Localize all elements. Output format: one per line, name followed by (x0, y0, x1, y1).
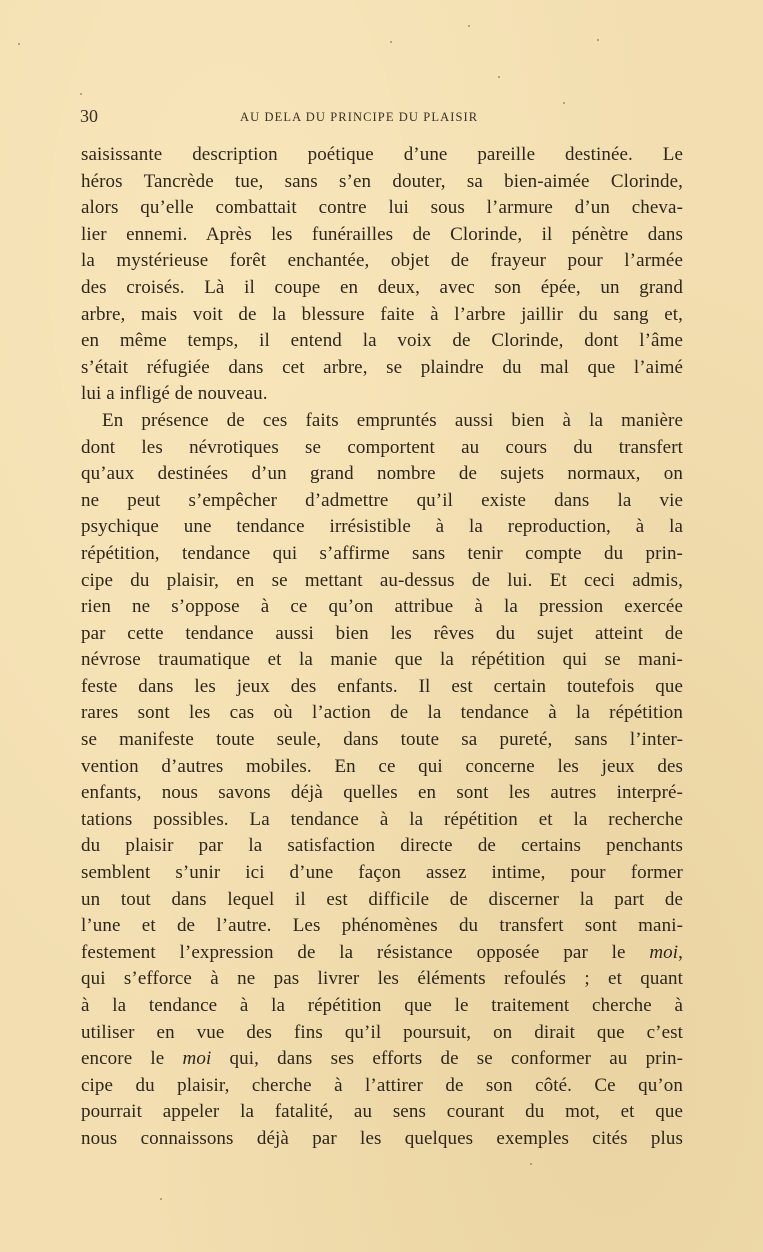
text-line: enfants, nous savons déjà quelles en sont les autres interpré- (81, 782, 683, 804)
text-line: s’était réfugiée dans cet arbre, se plaindre du mal que l’aimé (81, 356, 683, 378)
text-line: alors qu’elle combattait contre lui sous l’armure d’un cheva- (81, 197, 683, 219)
text-line: se manifeste toute seule, dans toute sa pureté, sans l’inter- (81, 729, 683, 751)
page-number: 30 (80, 106, 98, 126)
running-head (80, 106, 683, 128)
text-line: cipe du plaisir, cherche à l’attirer de son côté. Ce qu’on (81, 1074, 683, 1096)
text-line: dont les névrotiques se comportent au cours du transfert (81, 436, 683, 458)
text-line: par cette tendance aussi bien les rêves du sujet atteint de (81, 622, 683, 644)
paper-speck (390, 41, 392, 43)
text-line: héros Tancrède tue, sans s’en douter, sa bien-aimée Clorinde, (81, 170, 683, 192)
text-line: à la tendance à la répétition que le traitement cherche à (81, 995, 683, 1016)
text-line: un tout dans lequel il est difficile de discerner la part de (81, 888, 683, 910)
paper-speck (18, 43, 20, 45)
text-line: répétition, tendance qui s’affirme sans tenir compte du prin- (81, 542, 683, 564)
text-line: saisissante description poétique d’une pareille destinée. Le (81, 144, 683, 165)
text-line: du plaisir par la satisfaction directe de certains penchants (81, 835, 683, 857)
paper-speck (530, 1163, 532, 1165)
text-line: qu’aux destinées d’un grand nombre de sujets normaux, on (81, 463, 683, 485)
text-line: arbre, mais voit de la blessure faite à l’arbre jaillir du sang et, (81, 303, 683, 325)
running-title: AU DELA DU PRINCIPE DU PLAISIR (240, 110, 479, 124)
text-line: tations possibles. La tendance à la répétition et la recherche (81, 808, 683, 830)
text-line: encore le moi qui, dans ses efforts de se conformer au prin- (81, 1048, 684, 1070)
body-text (81, 142, 683, 1153)
text-line: feste dans les jeux des enfants. Il est certain toutefois que (81, 675, 683, 697)
paper-speck (80, 93, 82, 95)
text-line: lier ennemi. Après les funérailles de Clorinde, il pénètre dans (81, 223, 683, 245)
text-line: nous connaissons déjà par les quelques exemples cités plus (81, 1127, 683, 1149)
text-line: qui s’efforce à ne pas livrer les éléments refoulés ; et quant (81, 968, 683, 990)
text-line: la mystérieuse forêt enchantée, objet de frayeur pour l’armée (81, 250, 683, 272)
text-line: cipe du plaisir, en se mettant au-dessus de lui. Et ceci admis, (81, 569, 683, 591)
text-line: En présence de ces faits empruntés aussi bien à la manière (102, 409, 683, 431)
text-line: ne peut s’empêcher d’admettre qu’il existe dans la vie (81, 489, 683, 511)
text-line: rares sont les cas où l’action de la tendance à la répétition (81, 702, 683, 724)
paper-speck (160, 1198, 162, 1200)
text-line: des croisés. Là il coupe en deux, avec son épée, un grand (81, 276, 683, 298)
text-line: semblent s’unir ici d’une façon assez intime, pour former (81, 862, 683, 884)
text-line: en même temps, il entend la voix de Clorinde, dont l’âme (81, 330, 683, 352)
text-line: lui a infligé de nouveau. (81, 383, 268, 405)
text-line: l’une et de l’autre. Les phénomènes du transfert sont mani- (81, 915, 683, 937)
paper-speck (498, 76, 500, 78)
text-line: festement l’expression de la résistance opposée par le moi, (81, 941, 683, 963)
text-line: rien ne s’oppose à ce qu’on attribue à la pression exercée (81, 596, 683, 618)
paper-speck (563, 102, 565, 104)
text-line: névrose traumatique et la manie que la répétition qui se mani- (81, 649, 683, 671)
paper-speck (468, 25, 470, 27)
text-line: utiliser en vue des fins qu’il poursuit, on dirait que c’est (81, 1021, 683, 1043)
paper-speck (597, 39, 599, 41)
text-line: psychique une tendance irrésistible à la reproduction, à la (81, 516, 683, 538)
text-line: pourrait appeler la fatalité, au sens courant du mot, et que (81, 1101, 683, 1123)
italic-word: moi (182, 1048, 212, 1070)
italic-word: moi (649, 941, 679, 963)
text-line: vention d’autres mobiles. En ce qui concerne les jeux des (81, 755, 683, 777)
